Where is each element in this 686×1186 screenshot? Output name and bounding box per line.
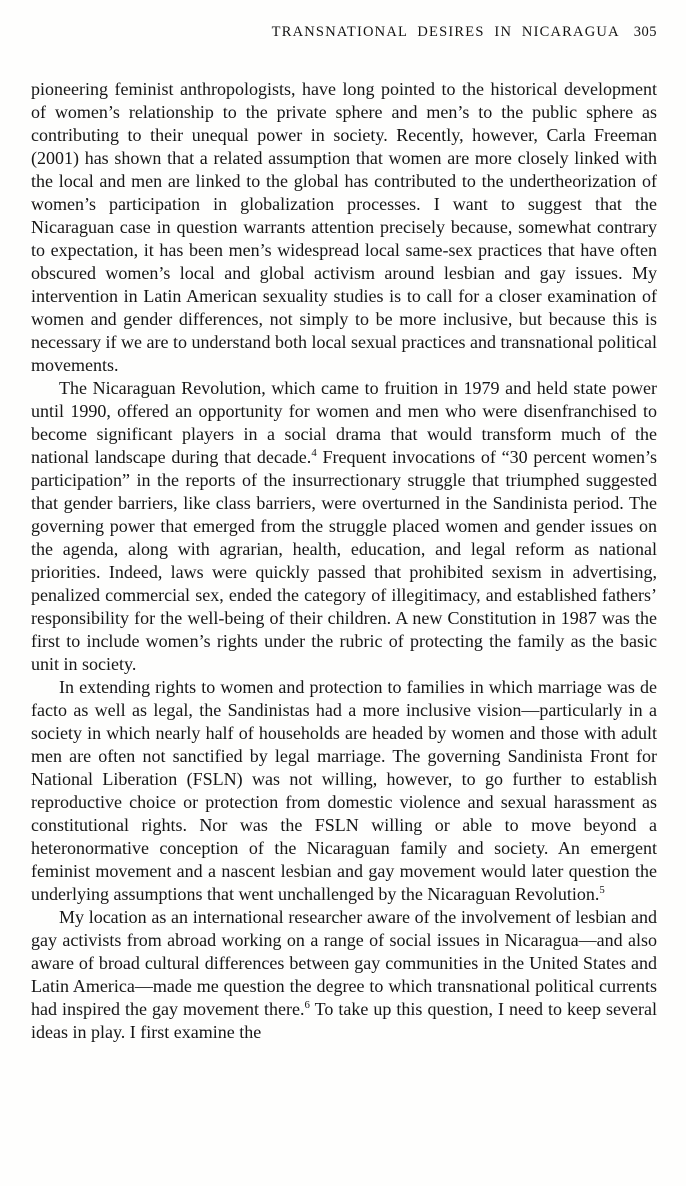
page-number: 305 <box>633 24 657 40</box>
paragraph <box>31 377 657 676</box>
text-run: In extending rights to women and protection to families in which marriage was de facto as well as legal, the Sandinistas had a more inclusive vision—particularly in a society in which nearly half of households are headed by women and those with adult men are often not sanctified by legal marriage. The governing Sandinista Front for National Liberation (FSLN) was not willing, however, to go further to establish reproductive choice or protection from domestic violence and sexual harassment as constitutional rights. Nor was the FSLN willing or able to move beyond a heteronormative conception of the Nicaraguan family and society. An emergent feminist movement and a nascent lesbian and gay movement would later question the underlying assumptions that went unchallenged by the Nicaraguan Revolution. <box>31 677 657 904</box>
footnote-marker: 4 <box>311 447 317 459</box>
text-run: My location as an international researcher aware of the involvement of lesbian and gay activists from abroad working on a range of social issues in Nicaragua—and also aware of broad cultural differences between gay communities in the United States and Latin America—made me question the degree to which transnational political currents had inspired the gay movement there. <box>31 907 657 1019</box>
page-content <box>31 24 657 1044</box>
text-run: Frequent invocations of “30 percent women’s participation” in the reports of the insurrectionary struggle that triumphed suggested that gender barriers, like class barriers, were overturned in the Sandinista period. The governing power that emerged from the struggle placed women and gender issues on the agenda, along with agrarian, health, education, and legal reform as national priorities. Indeed, laws were quickly passed that prohibited sexism in advertising, penalized commercial sex, ended the category of illegitimacy, and established fathers’ responsibility for the well-being of their children. A new Constitution in 1987 was the first to include women’s rights under the rubric of protecting the family as the basic unit in society. <box>31 447 657 674</box>
running-header <box>31 24 657 41</box>
text-run: The Nicaraguan Revolution, which came to fruition in 1979 and held state power until 1990, offered an opportunity for women and men who were disenfranchised to become significant players in a social drama that would transform much of the national landscape during that decade. <box>31 378 657 467</box>
text-run: To take up this question, I need to keep several ideas in play. I first examine the <box>31 999 657 1042</box>
paragraph <box>31 676 657 906</box>
running-title: TRANSNATIONAL DESIRES IN NICARAGUA <box>271 24 620 40</box>
footnote-marker: 5 <box>599 884 605 896</box>
paragraph <box>31 78 657 377</box>
body-text <box>31 78 657 1044</box>
footnote-marker: 6 <box>304 999 310 1011</box>
text-run: pioneering feminist anthropologists, have long pointed to the historical development of women’s relationship to the private sphere and men’s to the public sphere as contributing to their unequal power in society. Recently, however, Carla Freeman (2001) has shown that a related assumption that women are more closely linked with the local and men are linked to the global has contributed to the undertheorization of women’s participation in globalization processes. I want to suggest that the Nicaraguan case in question warrants attention precisely because, somewhat contrary to expectation, it has been men’s widespread local same-sex practices that have often obscured women’s local and global activism around lesbian and gay issues. My intervention in Latin American sexuality studies is to call for a closer examination of women and gender differences, not simply to be more inclusive, but because this is necessary if we are to understand both local sexual practices and transnational political movements. <box>31 79 657 375</box>
paragraph <box>31 906 657 1044</box>
